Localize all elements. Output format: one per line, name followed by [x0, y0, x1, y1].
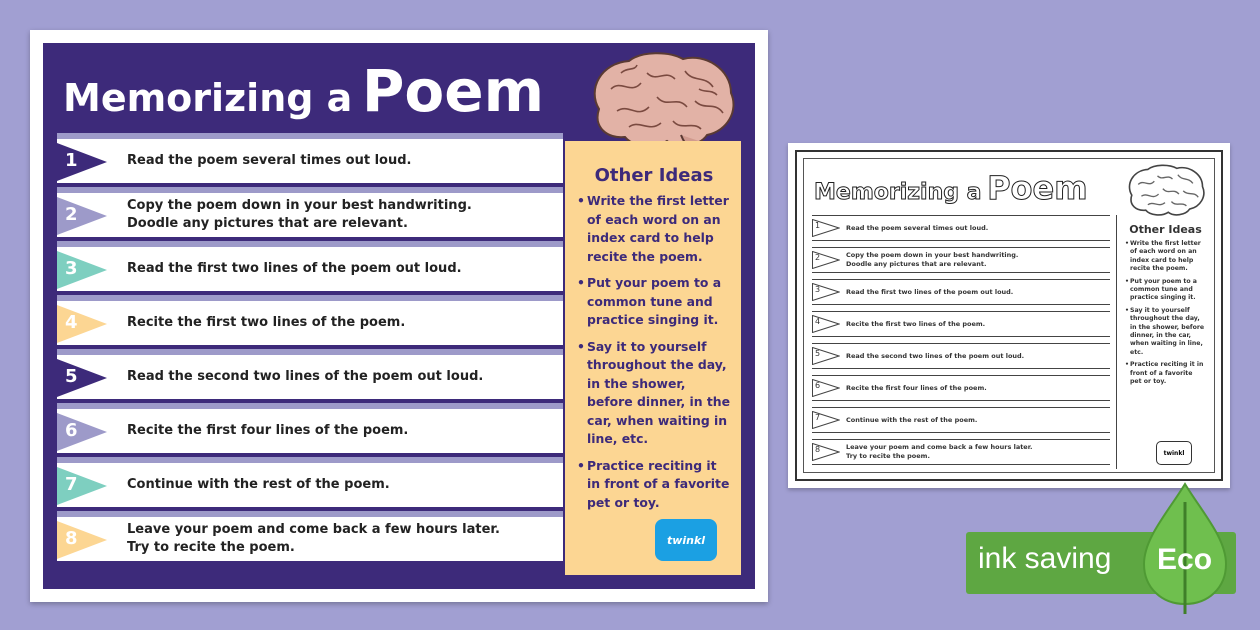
mini-brain-illustration [1122, 163, 1208, 223]
idea-text: Practice reciting it in front of a favorite pet or toy. [587, 457, 730, 510]
mini-step-row [812, 215, 1110, 241]
step-row [57, 187, 563, 237]
step-row [57, 349, 563, 399]
poster-frame [43, 43, 755, 589]
poster-title [63, 57, 544, 125]
mini-other-ideas-title: Other Ideas [1129, 223, 1202, 236]
mini-step-number: 7 [815, 413, 821, 422]
mini-step-text: Read the first two lines of the poem out loud. [846, 287, 1014, 296]
mini-step-text: Copy the poem down in your best handwriting. Doodle any pictures that are relevant. [846, 251, 1019, 268]
step-number: 7 [65, 474, 78, 495]
step-text: Continue with the rest of the poem. [127, 477, 390, 492]
step-text: Read the first two lines of the poem out loud. [127, 261, 462, 276]
idea-text: Say it to yourself throughout the day, in the shower, before dinner, in the car, when waiting in line, etc. [587, 338, 731, 446]
step-row [57, 133, 563, 183]
mini-step-row [812, 375, 1110, 401]
idea-item: • Say it to yourself throughout the day, in the shower, before dinner, in the car, when waiting in line, etc. [577, 338, 731, 449]
step-text: Read the poem several times out loud. [127, 153, 412, 168]
twinkl-logo: twinkl [655, 519, 717, 561]
mini-other-ideas-panel [1116, 215, 1212, 469]
mini-title [814, 169, 1088, 207]
step-text: Recite the first two lines of the poem. [127, 315, 406, 330]
mini-step-text: Read the poem several times out loud. [846, 223, 989, 232]
other-ideas-title: Other Ideas [594, 165, 714, 186]
step-row [57, 457, 563, 507]
step-row [57, 511, 563, 561]
mini-step-number: 6 [815, 381, 821, 390]
step-text: Leave your poem and come back a few hours later. Try to recite the poem. [127, 522, 500, 555]
mini-step-number: 5 [815, 349, 821, 358]
step-row [57, 403, 563, 453]
idea-text: Write the first letter of each word on an index card to help recite the poem. [587, 193, 729, 264]
step-number: 6 [65, 420, 78, 441]
title-part2: Poem [361, 57, 545, 125]
mini-step-text: Recite the first two lines of the poem. [846, 319, 986, 328]
mini-step-number: 2 [815, 253, 821, 262]
step-text: Recite the first four lines of the poem. [127, 423, 409, 438]
step-row [57, 295, 563, 345]
mini-step-number: 4 [815, 317, 821, 326]
mini-step-row [812, 311, 1110, 337]
mini-step-row [812, 247, 1110, 273]
mini-step-row [812, 407, 1110, 433]
mini-step-text: Read the second two lines of the poem out loud. [846, 351, 1025, 360]
mini-idea-item: • Write the first letter of each word on an index card to help recite the poem. [1125, 240, 1206, 274]
mini-step-text: Continue with the rest of the poem. [846, 415, 978, 424]
mini-inner [803, 158, 1215, 473]
step-number: 3 [65, 258, 78, 279]
eco-label: Eco [1157, 543, 1213, 576]
mini-step-number: 1 [815, 221, 821, 230]
mini-idea-text: Practice reciting it in front of a favorite pet or toy. [1130, 361, 1204, 386]
mini-frame [795, 150, 1223, 481]
mini-title-part2: Poem [987, 169, 1088, 207]
step-number: 8 [65, 528, 78, 549]
mini-idea-item: • Practice reciting it in front of a favorite pet or toy. [1125, 361, 1206, 386]
mini-step-number: 8 [815, 445, 821, 454]
other-ideas-panel [565, 141, 741, 575]
step-number: 4 [65, 312, 78, 333]
title-part1: Memorizing a [63, 76, 353, 120]
step-number: 1 [65, 150, 78, 171]
step-row [57, 241, 563, 291]
mini-step-number: 3 [815, 285, 821, 294]
idea-item: • Write the first letter of each word on an index card to help recite the poem. [577, 192, 731, 266]
idea-text: Put your poem to a common tune and practice singing it. [587, 275, 722, 327]
idea-item: • Practice reciting it in front of a favorite pet or toy. [577, 457, 731, 513]
mini-twinkl-logo: twinkl [1156, 441, 1192, 465]
mini-step-row [812, 279, 1110, 305]
mini-idea-text: Put your poem to a common tune and practice singing it. [1130, 277, 1197, 302]
ink-saving-preview [788, 143, 1230, 488]
step-text: Copy the poem down in your best handwriting. Doodle any pictures that are relevant. [127, 198, 472, 231]
mini-step-text: Leave your poem and come back a few hours later. Try to recite the poem. [846, 443, 1033, 460]
idea-item: • Put your poem to a common tune and practice singing it. [577, 274, 731, 330]
poster [30, 30, 768, 602]
mini-step-row [812, 439, 1110, 465]
mini-step-row [812, 343, 1110, 369]
ink-saving-label: ink saving [978, 542, 1112, 575]
mini-step-text: Recite the first four lines of the poem. [846, 383, 987, 392]
mini-idea-text: Say it to yourself throughout the day, in the shower, before dinner, in the car, when waiting in line, etc. [1130, 306, 1205, 356]
mini-idea-item: • Say it to yourself throughout the day, in the shower, before dinner, in the car, when waiting in line, etc. [1125, 306, 1205, 356]
step-number: 5 [65, 366, 78, 387]
step-number: 2 [65, 204, 78, 225]
step-text: Read the second two lines of the poem out loud. [127, 369, 484, 384]
mini-idea-text: Write the first letter of each word on an index card to help recite the poem. [1130, 240, 1201, 273]
mini-title-part1: Memorizing a [814, 180, 982, 205]
mini-idea-item: • Put your poem to a common tune and practice singing it. [1125, 278, 1206, 303]
